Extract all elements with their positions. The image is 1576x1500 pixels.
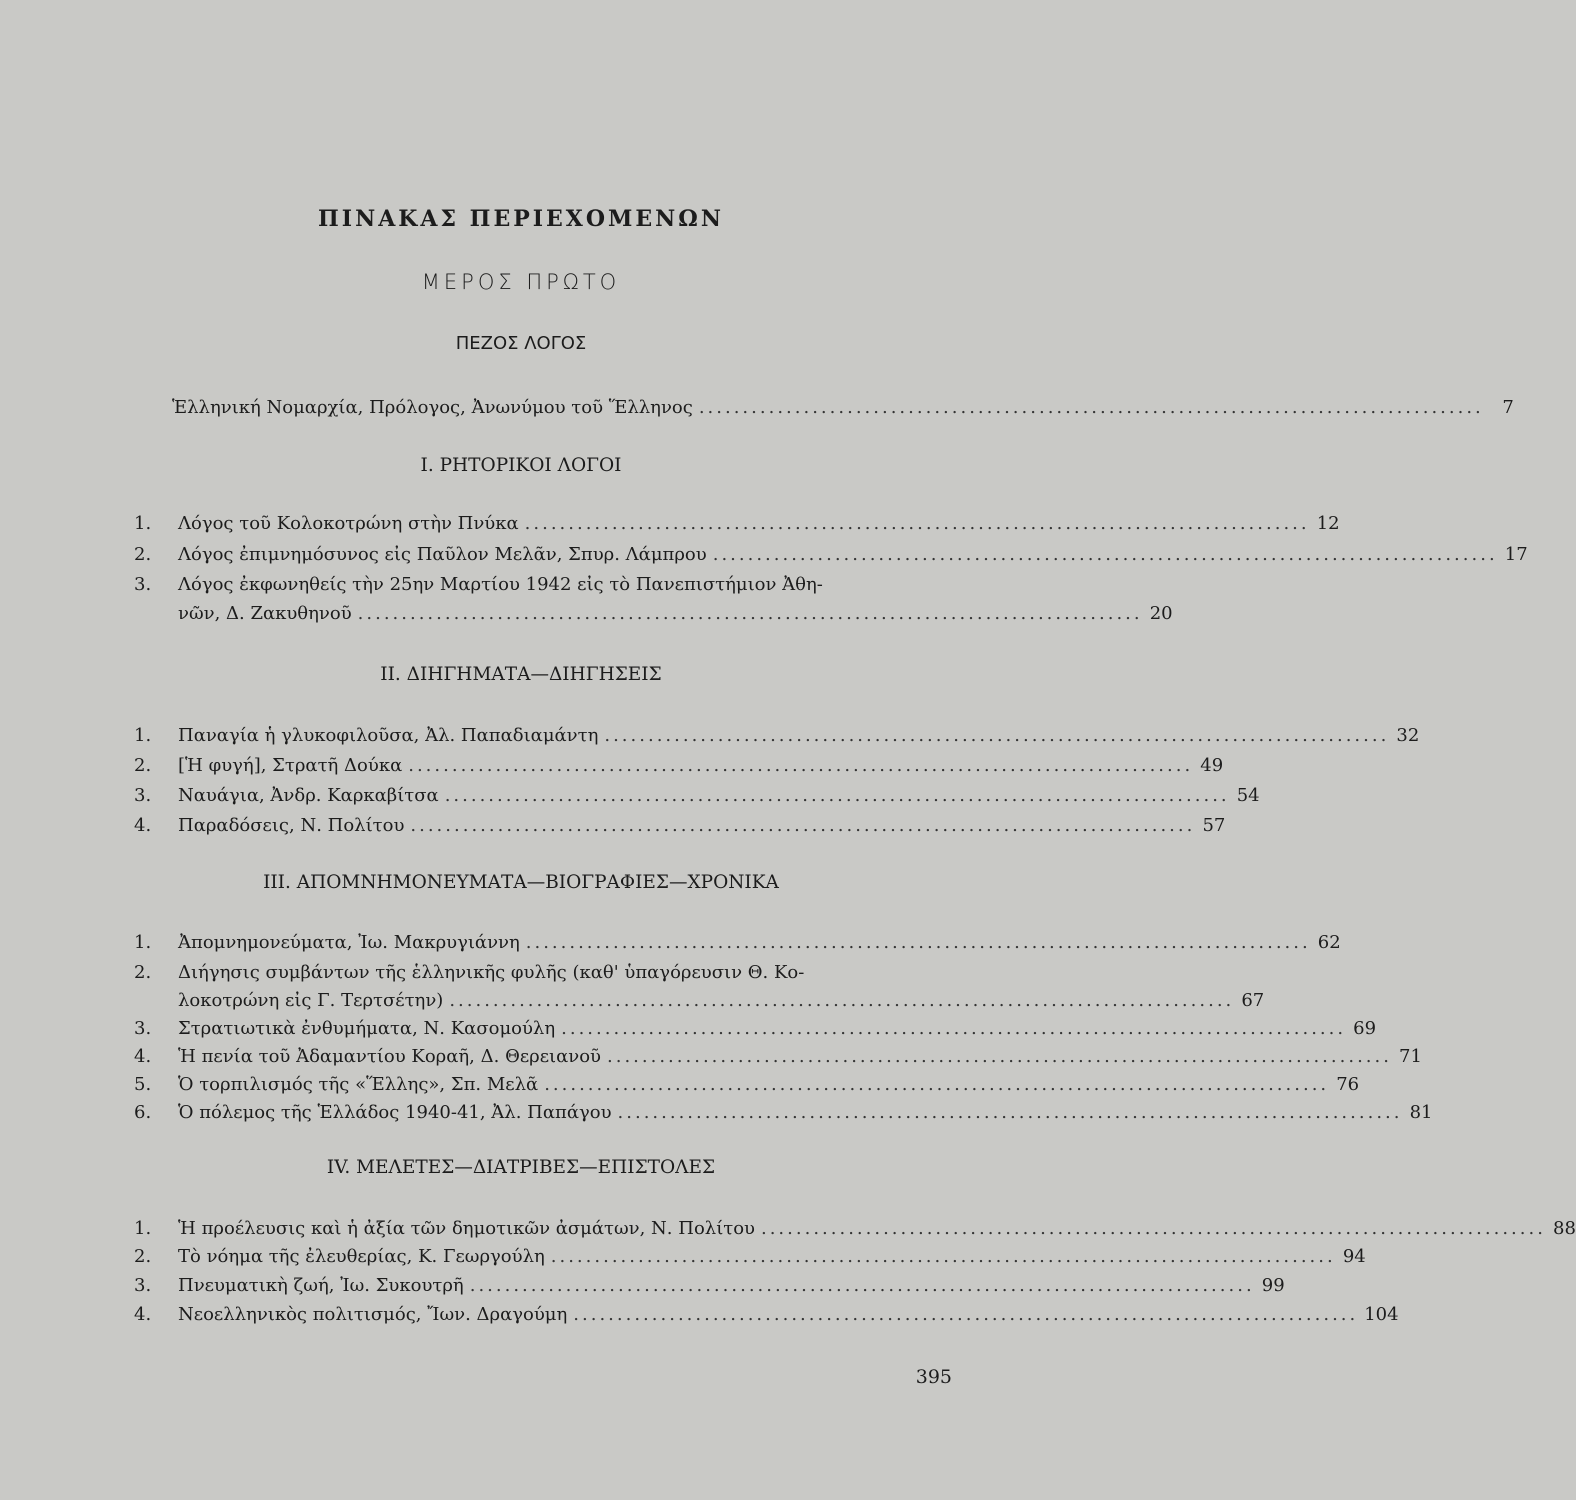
entry-page: 71 — [1399, 1046, 1422, 1067]
entry-page: 94 — [1342, 1246, 1366, 1267]
entry-text: Ἡ πενία τοῦ Ἀδαμαντίου Κοραῆ, Δ. Θερειανοῦ — [178, 1046, 601, 1067]
entry-number: 3. — [134, 574, 152, 595]
toc-entry — [134, 571, 956, 599]
entry-text: Ναυάγια, Ἀνδρ. Καρκαβίτσα — [178, 785, 439, 806]
entry-page: 81 — [1409, 1102, 1433, 1123]
entry-page: 54 — [1236, 785, 1260, 806]
entry-page: 12 — [1316, 513, 1340, 534]
entry-text: Τὸ νόημα τῆς ἐλευθερίας, Κ. Γεωργούλη — [178, 1246, 545, 1267]
entry-page: 67 — [1241, 990, 1265, 1011]
toc-entry — [134, 1272, 1285, 1300]
entry-number: 2. — [134, 962, 152, 983]
leader-dots: .......................................................................................... — [408, 755, 1194, 776]
entry-text: Ὁ τορπιλισμός τῆς «Ἕλλης», Σπ. Μελᾶ — [178, 1074, 539, 1095]
entry-page: 99 — [1261, 1275, 1285, 1296]
toc-entry — [134, 1243, 1366, 1271]
leader-dots: .......................................................................................... — [357, 603, 1143, 624]
part-heading: ΜΕΡΟΣ ΠΡΩΤΟ — [421, 270, 621, 294]
section-heading-3: III. ΑΠΟΜΝΗΜΟΝΕΥΜΑΤΑ—ΒΙΟΓΡΑΦΙΕΣ—ΧΡΟΝΙΚΑ — [263, 872, 779, 893]
leader-dots: .......................................................................................... — [698, 397, 1484, 418]
entry-page: 7 — [1502, 397, 1514, 418]
entry-number: 2. — [134, 755, 152, 776]
entry-text: Διήγησις συμβάντων τῆς ἑλληνικῆς φυλῆς (καθ' ὑπαγόρευσιν Θ. Κο- — [178, 962, 805, 983]
entry-number: 3. — [134, 1018, 152, 1039]
entry-page: 62 — [1317, 932, 1341, 953]
entry-number: 5. — [134, 1074, 152, 1095]
toc-entry — [134, 1043, 1422, 1071]
entry-number: 1. — [134, 932, 152, 953]
leader-dots: .......................................................................................... — [444, 785, 1230, 806]
leader-dots: .......................................................................................... — [544, 1074, 1330, 1095]
toc-entry — [134, 541, 1528, 569]
toc-entry — [134, 812, 1226, 840]
entry-text: Λόγος ἐκφωνηθείς τὴν 25ην Μαρτίου 1942 εἰς τὸ Πανεπιστήμιον Ἀθη- — [178, 574, 823, 595]
section-heading-2: II. ΔΙΗΓΗΜΑΤΑ—ΔΙΗΓΗΣΕΙΣ — [380, 664, 662, 685]
entry-text-continuation: νῶν, Δ. Ζακυθηνοῦ — [178, 603, 352, 624]
toc-entry — [134, 1071, 1360, 1099]
leader-dots: .......................................................................................... — [524, 513, 1310, 534]
toc-entry — [134, 1099, 1433, 1127]
entry-page: 57 — [1202, 815, 1226, 836]
toc-entry-continuation — [178, 600, 1173, 628]
leader-dots: .......................................................................................... — [525, 932, 1311, 953]
entry-text: [Ἡ φυγή], Στρατῆ Δούκα — [178, 755, 403, 776]
toc-entry — [134, 1301, 1399, 1329]
leader-dots: .......................................................................................... — [573, 1304, 1359, 1325]
entry-text: Λόγος ἐπιμνημόσυνος εἰς Παῦλον Μελᾶν, Σπυρ. Λάμπρου — [178, 544, 707, 565]
leader-dots: .......................................................................................... — [617, 1102, 1403, 1123]
toc-entry — [134, 959, 956, 987]
entry-page: 69 — [1353, 1018, 1377, 1039]
entry-text: Παναγία ἡ γλυκοφιλοῦσα, Ἀλ. Παπαδιαμάντη — [178, 725, 599, 746]
entry-number: 6. — [134, 1102, 152, 1123]
entry-text: Νεοελληνικὸς πολιτισμός, Ἴων. Δραγούμη — [178, 1304, 568, 1325]
entry-number: 1. — [134, 513, 152, 534]
leader-dots: .......................................................................................... — [449, 990, 1235, 1011]
toc-entry-continuation — [178, 987, 1265, 1015]
entry-text: Πνευματικὴ ζωή, Ἰω. Συκουτρῆ — [178, 1275, 464, 1296]
leader-dots: .......................................................................................... — [550, 1246, 1336, 1267]
entry-page: 20 — [1149, 603, 1173, 624]
entry-text: Ἡ προέλευσις καὶ ἡ ἀξία τῶν δημοτικῶν ἀσμάτων, Ν. Πολίτου — [178, 1218, 755, 1239]
entry-number: 4. — [134, 815, 152, 836]
entry-number: 3. — [134, 1275, 152, 1296]
toc-entry — [134, 1215, 1576, 1243]
leader-dots: .......................................................................................... — [760, 1218, 1546, 1239]
toc-entry — [134, 929, 1341, 957]
entry-page: 17 — [1504, 544, 1528, 565]
entry-text-continuation: λοκοτρώνη εἰς Γ. Τερτσέτην) — [178, 990, 444, 1011]
entry-number: 1. — [134, 1218, 152, 1239]
toc-entry — [134, 1015, 1377, 1043]
section-heading-1: I. ΡΗΤΟΡΙΚΟΙ ΛΟΓΟΙ — [420, 455, 622, 476]
entry-page: 104 — [1364, 1304, 1399, 1325]
entry-text: Ἀπομνημονεύματα, Ἰω. Μακρυγιάννη — [178, 932, 520, 953]
entry-number: 2. — [134, 1246, 152, 1267]
page-number: 395 — [915, 1366, 952, 1388]
entry-text: Στρατιωτικὰ ἐνθυμήματα, Ν. Κασομούλη — [178, 1018, 556, 1039]
toc-entry — [134, 510, 1340, 538]
toc-entry — [134, 752, 1224, 780]
section-heading-4: IV. ΜΕΛΕΤΕΣ—ΔΙΑΤΡΙΒΕΣ—ΕΠΙΣΤΟΛΕΣ — [326, 1157, 716, 1178]
entry-text: Ὁ πόλεμος τῆς Ἑλλάδος 1940-41, Ἀλ. Παπάγου — [178, 1102, 612, 1123]
subpart-heading: ΠΕΖΟΣ ΛΟΓΟΣ — [455, 333, 587, 354]
entry-page: 32 — [1396, 725, 1420, 746]
toc-entry — [134, 782, 1260, 810]
entry-number: 1. — [134, 725, 152, 746]
entry-page: 88 — [1553, 1218, 1576, 1239]
leader-dots: .......................................................................................... — [604, 725, 1390, 746]
entry-number: 4. — [134, 1304, 152, 1325]
entry-text: Ἑλληνική Νομαρχία, Πρόλογος, Ἀνωνύμου τοῦ Ἕλληνος — [172, 397, 693, 418]
toc-title: ΠΙΝΑΚΑΣ ΠΕΡΙΕΧΟΜΕΝΩΝ — [318, 206, 724, 232]
entry-number: 4. — [134, 1046, 152, 1067]
leader-dots: .......................................................................................... — [469, 1275, 1255, 1296]
leader-dots: .......................................................................................... — [607, 1046, 1392, 1067]
entry-page: 76 — [1336, 1074, 1360, 1095]
leader-dots: .......................................................................................... — [712, 544, 1498, 565]
toc-entry — [134, 722, 1420, 750]
entry-number: 3. — [134, 785, 152, 806]
entry-text: Παραδόσεις, Ν. Πολίτου — [178, 815, 405, 836]
leader-dots: .......................................................................................... — [410, 815, 1196, 836]
entry-number: 2. — [134, 544, 152, 565]
toc-entry-intro — [172, 394, 1514, 422]
leader-dots: .......................................................................................... — [561, 1018, 1347, 1039]
entry-page: 49 — [1200, 755, 1224, 776]
entry-text: Λόγος τοῦ Κολοκοτρώνη στὴν Πνύκα — [178, 513, 519, 534]
